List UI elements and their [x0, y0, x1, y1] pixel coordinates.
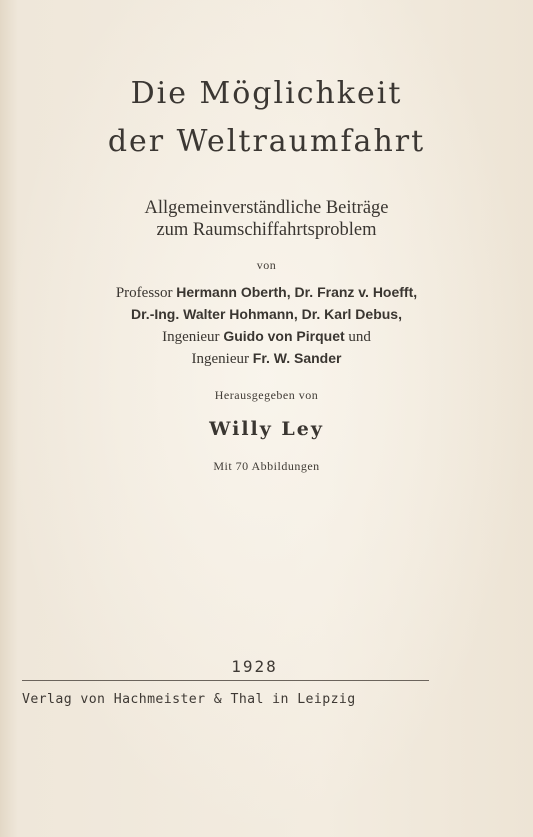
- author-names: Guido von Pirquet: [223, 328, 345, 344]
- editor-label: Herausgegeben von: [214, 388, 319, 402]
- authors-line-4: [0, 350, 533, 368]
- author-title: Ingenieur: [191, 351, 250, 367]
- book-title-line-1: Die Möglichkeit: [130, 76, 403, 111]
- authors-line-3: [0, 328, 533, 346]
- editor-name: Willy Ley: [209, 418, 324, 440]
- subtitle-line-2: zum Raumschiffahrtsproblem: [156, 220, 377, 240]
- author-names: Dr.-Ing. Walter Hohmann, Dr. Karl Debus,: [131, 306, 402, 322]
- book-title-line-2: der Weltraumfahrt: [107, 124, 426, 159]
- divider-rule: [22, 680, 429, 681]
- authors-line-1: [0, 284, 533, 302]
- conjunction: und: [348, 329, 371, 345]
- author-title: Professor: [115, 285, 173, 301]
- authors-line-2: [0, 306, 533, 324]
- illustrations-note: Mit 70 Abbildungen: [213, 459, 320, 473]
- publication-year: 1928: [231, 657, 278, 676]
- publisher-line: Verlag von Hachmeister & Thal in Leipzig: [22, 692, 356, 707]
- author-title: Ingenieur: [162, 329, 220, 345]
- author-names: Fr. W. Sander: [252, 350, 342, 366]
- subtitle-line-1: Allgemeinverständliche Beiträge: [144, 198, 389, 218]
- author-names: Hermann Oberth, Dr. Franz v. Hoefft,: [176, 284, 418, 300]
- by-label: von: [256, 258, 277, 272]
